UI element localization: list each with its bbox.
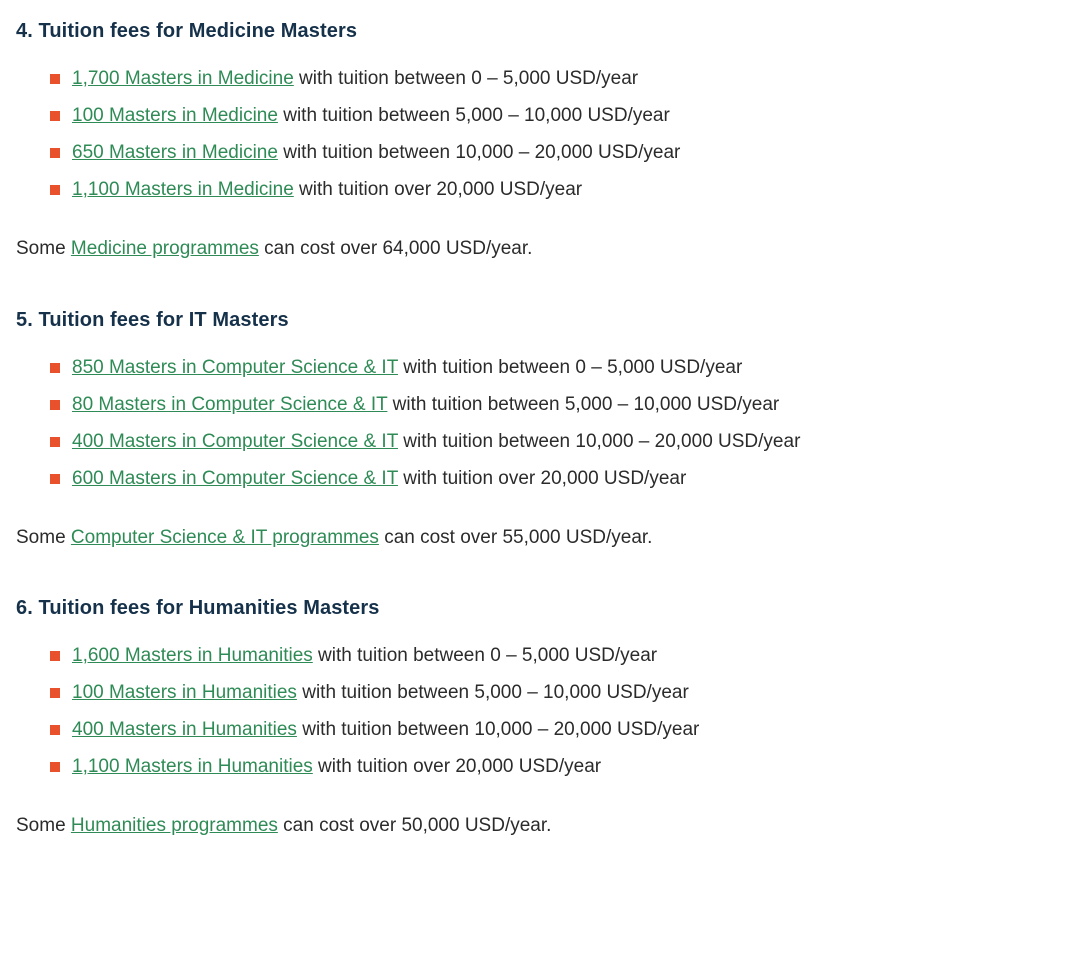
note-suffix: can cost over 64,000 USD/year. <box>258 238 533 260</box>
programme-link[interactable]: 100 Masters in Humanities <box>72 682 297 704</box>
list-item <box>72 134 1064 171</box>
square-bullet-icon <box>50 185 60 195</box>
note-prefix: Some <box>16 526 71 548</box>
section-note <box>16 811 1064 841</box>
tuition-section-it <box>16 299 1064 554</box>
list-item <box>72 637 1064 674</box>
list-item-tail: with tuition between 5,000 – 10,000 USD/year <box>296 682 689 704</box>
fee-list <box>16 60 1064 208</box>
list-item <box>72 423 1064 460</box>
square-bullet-icon <box>50 74 60 84</box>
note-link[interactable]: Medicine programmes <box>70 238 259 260</box>
fee-list <box>16 349 1064 497</box>
note-suffix: can cost over 50,000 USD/year. <box>277 815 552 837</box>
programme-link[interactable]: 1,100 Masters in Humanities <box>72 756 313 778</box>
square-bullet-icon <box>50 363 60 373</box>
square-bullet-icon <box>50 400 60 410</box>
list-item-tail: with tuition over 20,000 USD/year <box>397 467 687 489</box>
list-item <box>72 711 1064 748</box>
note-prefix: Some <box>16 238 71 260</box>
square-bullet-icon <box>50 762 60 772</box>
list-item-tail: with tuition between 0 – 5,000 USD/year <box>293 68 639 89</box>
list-item-tail: with tuition between 0 – 5,000 USD/year <box>397 356 743 378</box>
note-link[interactable]: Computer Science & IT programmes <box>70 526 379 548</box>
square-bullet-icon <box>50 688 60 698</box>
programme-link[interactable]: 80 Masters in Computer Science & IT <box>72 393 388 415</box>
note-link[interactable]: Humanities programmes <box>70 815 278 837</box>
programme-link[interactable]: 100 Masters in Medicine <box>72 105 278 127</box>
programme-link[interactable]: 600 Masters in Computer Science & IT <box>72 467 398 489</box>
list-item-tail: with tuition between 5,000 – 10,000 USD/year <box>387 393 780 415</box>
section-heading: 6. Tuition fees for Humanities Masters <box>16 597 380 620</box>
tuition-section-humanities <box>16 587 1064 842</box>
list-item <box>72 60 1064 97</box>
list-item-tail: with tuition over 20,000 USD/year <box>293 179 583 201</box>
square-bullet-icon <box>50 111 60 121</box>
list-item <box>72 386 1064 423</box>
square-bullet-icon <box>50 651 60 661</box>
list-item-tail: with tuition between 10,000 – 20,000 USD/year <box>277 142 681 164</box>
note-prefix: Some <box>16 815 71 837</box>
programme-link[interactable]: 1,100 Masters in Medicine <box>72 179 294 201</box>
square-bullet-icon <box>50 725 60 735</box>
programme-link[interactable]: 1,600 Masters in Humanities <box>72 645 313 667</box>
programme-link[interactable]: 400 Masters in Humanities <box>72 719 297 741</box>
section-heading: 4. Tuition fees for Medicine Masters <box>16 20 358 42</box>
list-item <box>72 460 1064 497</box>
section-note <box>16 234 1064 264</box>
square-bullet-icon <box>50 148 60 158</box>
list-item <box>72 97 1064 134</box>
programme-link[interactable]: 650 Masters in Medicine <box>72 142 278 164</box>
programme-link[interactable]: 1,700 Masters in Medicine <box>72 68 294 89</box>
programme-link[interactable]: 850 Masters in Computer Science & IT <box>72 356 398 378</box>
fee-list <box>16 637 1064 785</box>
list-item <box>72 171 1064 208</box>
list-item-tail: with tuition between 10,000 – 20,000 USD/year <box>296 719 700 741</box>
section-note <box>16 523 1064 553</box>
list-item-tail: with tuition between 10,000 – 20,000 USD/year <box>397 430 801 452</box>
programme-link[interactable]: 400 Masters in Computer Science & IT <box>72 430 398 452</box>
tuition-section-medicine <box>16 10 1064 265</box>
list-item <box>72 748 1064 785</box>
square-bullet-icon <box>50 437 60 447</box>
list-item-tail: with tuition between 5,000 – 10,000 USD/year <box>277 105 670 127</box>
list-item <box>72 349 1064 386</box>
list-item-tail: with tuition between 0 – 5,000 USD/year <box>312 645 658 667</box>
note-suffix: can cost over 55,000 USD/year. <box>378 526 653 548</box>
list-item-tail: with tuition over 20,000 USD/year <box>312 756 602 778</box>
list-item <box>72 674 1064 711</box>
section-heading: 5. Tuition fees for IT Masters <box>16 308 289 331</box>
square-bullet-icon <box>50 474 60 484</box>
